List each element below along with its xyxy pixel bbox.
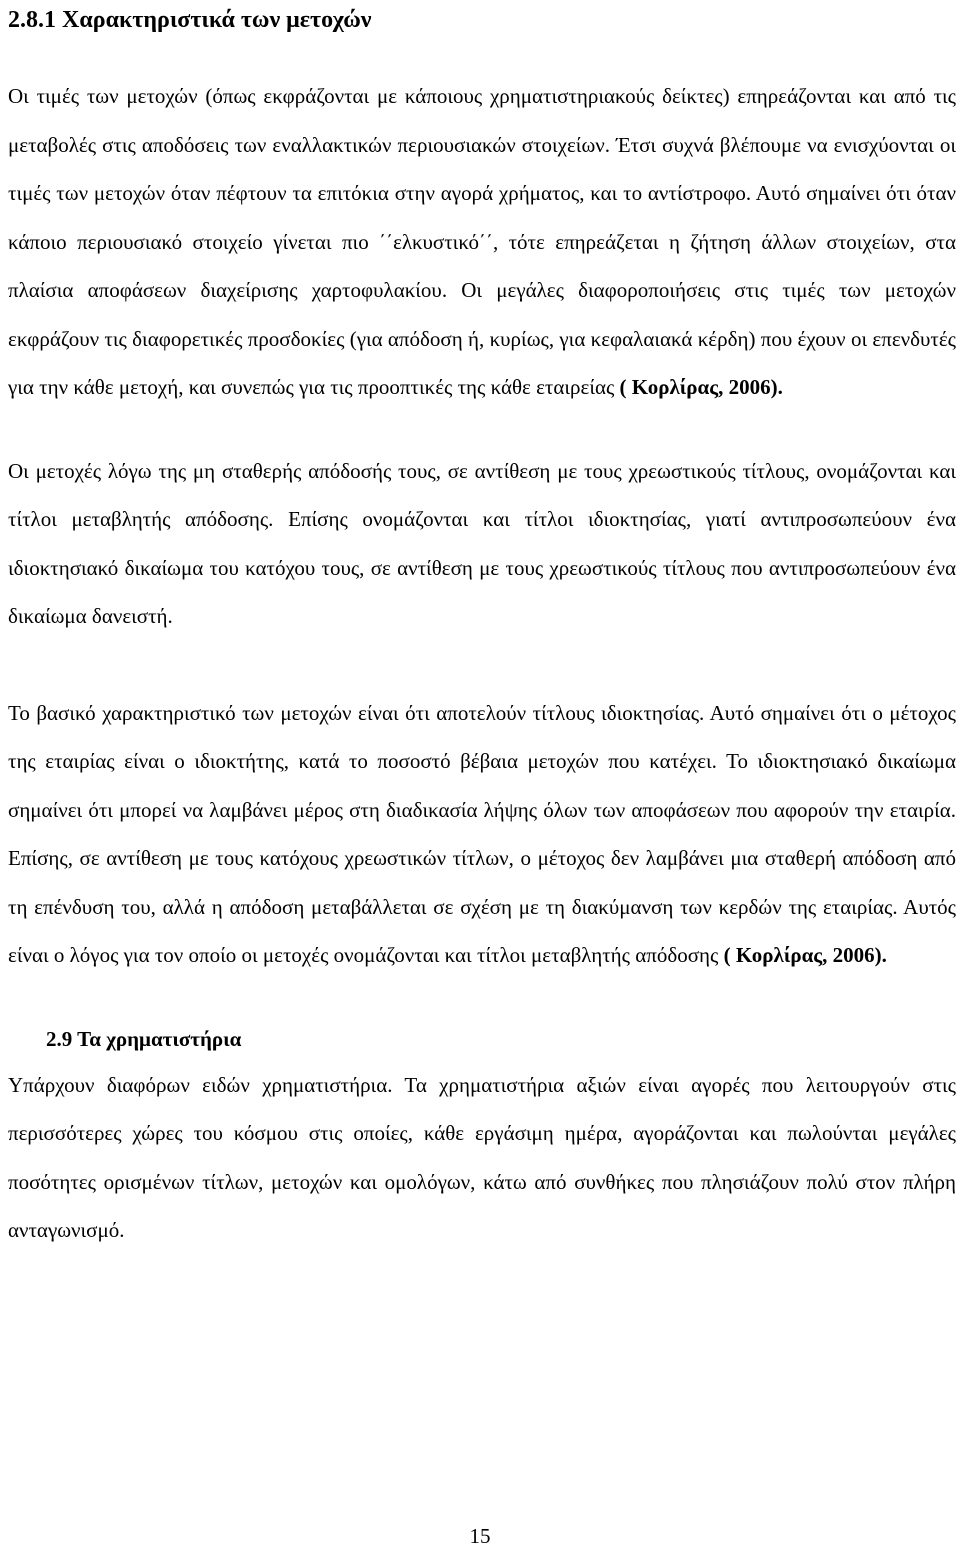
paragraph-text: Το βασικό χαρακτηριστικό των μετοχών είναι ότι αποτελούν τίτλους ιδιοκτησίας. Αυτό σημαίνει ότι ο μέτοχος της εταιρίας είναι ο ιδιοκτήτης, κατά το ποσοστό βέβαια μετοχών που κατέχει. Το ιδιοκτησιακό δικαίωμα σημαίνει ότι μπορεί να λαμβάνει μέρος στη διαδικασία λήψης όλων των αποφάσεων που αφορούν την εταιρία. Επίσης, σε αντίθεση με τους κατόχους χρεωστικών τίτλων, ο μέτοχος δεν λαμβάνει μια σταθερή απόδοση από τη επένδυση του, αλλά η απόδοση μεταβάλλεται σε σχέση με τη διακύμανση των κερδών της εταιρίας. Αυτός είναι ο λόγος για τον οποίο οι μετοχές ονομάζονται και τίτλοι μεταβλητής απόδοσης	[8, 700, 956, 967]
page-number: 15	[469, 1524, 491, 1548]
section-heading: 2.8.1 Χαρακτηριστικά των μετοχών	[8, 7, 372, 33]
document-page	[8, 0, 956, 1255]
citation: ( Κορλίρας, 2006).	[619, 375, 783, 399]
paragraph-text: Οι μετοχές λόγω της μη σταθερής απόδοσής τους, σε αντίθεση με τους χρεωστικούς τίτλους, ονομάζονται και τίτλοι μεταβλητής απόδοσης. Επίσης ονομάζονται και τίτλοι ιδιοκτησίας, γιατί αντιπροσωπεύουν ένα ιδιοκτησιακό δικαίωμα του κατόχου τους, σε αντίθεση με τους χρεωστικούς τίτλους που αντιπροσωπεύουν ένα δικαίωμα δανειστή.	[8, 458, 956, 628]
subsection-heading: 2.9 Τα χρηματιστήρια	[46, 1026, 242, 1051]
paragraph-text: Οι τιμές των μετοχών (όπως εκφράζονται με κάποιους χρηματιστηριακούς δείκτες) επηρεάζονται και από τις μεταβολές στις αποδόσεις των εναλλακτικών περιουσιακών στοιχείων. Έτσι συχνά βλέπουμε να ενισχύονται οι τιμές των μετοχών όταν πέφτουν τα επιτόκια στην αγορά χρήματος, και το αντίστροφο. Αυτό σημαίνει ότι όταν κάποιο περιουσιακό στοιχείο γίνεται πιο ΄΄ελκυστικό΄΄, τότε επηρεάζεται η ζήτηση άλλων στοιχείων, στα πλαίσια αποφάσεων διαχείρισης χαρτοφυλακίου. Οι μεγάλες διαφοροποιήσεις στις τιμές των μετοχών εκφράζουν τις διαφορετικές προσδοκίες (για απόδοση ή, κυρίως, για κεφαλαιακά κέρδη) που έχουν οι επενδυτές για την κάθε μετοχή, και συνεπώς για τις προοπτικές της κάθε εταιρείας	[8, 84, 956, 399]
paragraph-variable-yield	[8, 447, 956, 641]
paragraph-stock-exchanges	[8, 1061, 956, 1255]
paragraph-ownership	[8, 689, 956, 980]
paragraph-text: Υπάρχουν διαφόρων ειδών χρηματιστήρια. Τα χρηματιστήρια αξιών είναι αγορές που λειτουργούν στις περισσότερες χώρες του κόσμου στις οποίες, κάθε εργάσιμη ημέρα, αγοράζονται και πωλούνται μεγάλες ποσότητες ορισμένων τίτλων, μετοχών και ομολόγων, κάτω από συνθήκες που πλησιάζουν πολύ στον πλήρη ανταγωνισμό.	[8, 1072, 956, 1242]
paragraph-share-prices	[8, 72, 956, 412]
citation: ( Κορλίρας, 2006).	[723, 943, 887, 967]
